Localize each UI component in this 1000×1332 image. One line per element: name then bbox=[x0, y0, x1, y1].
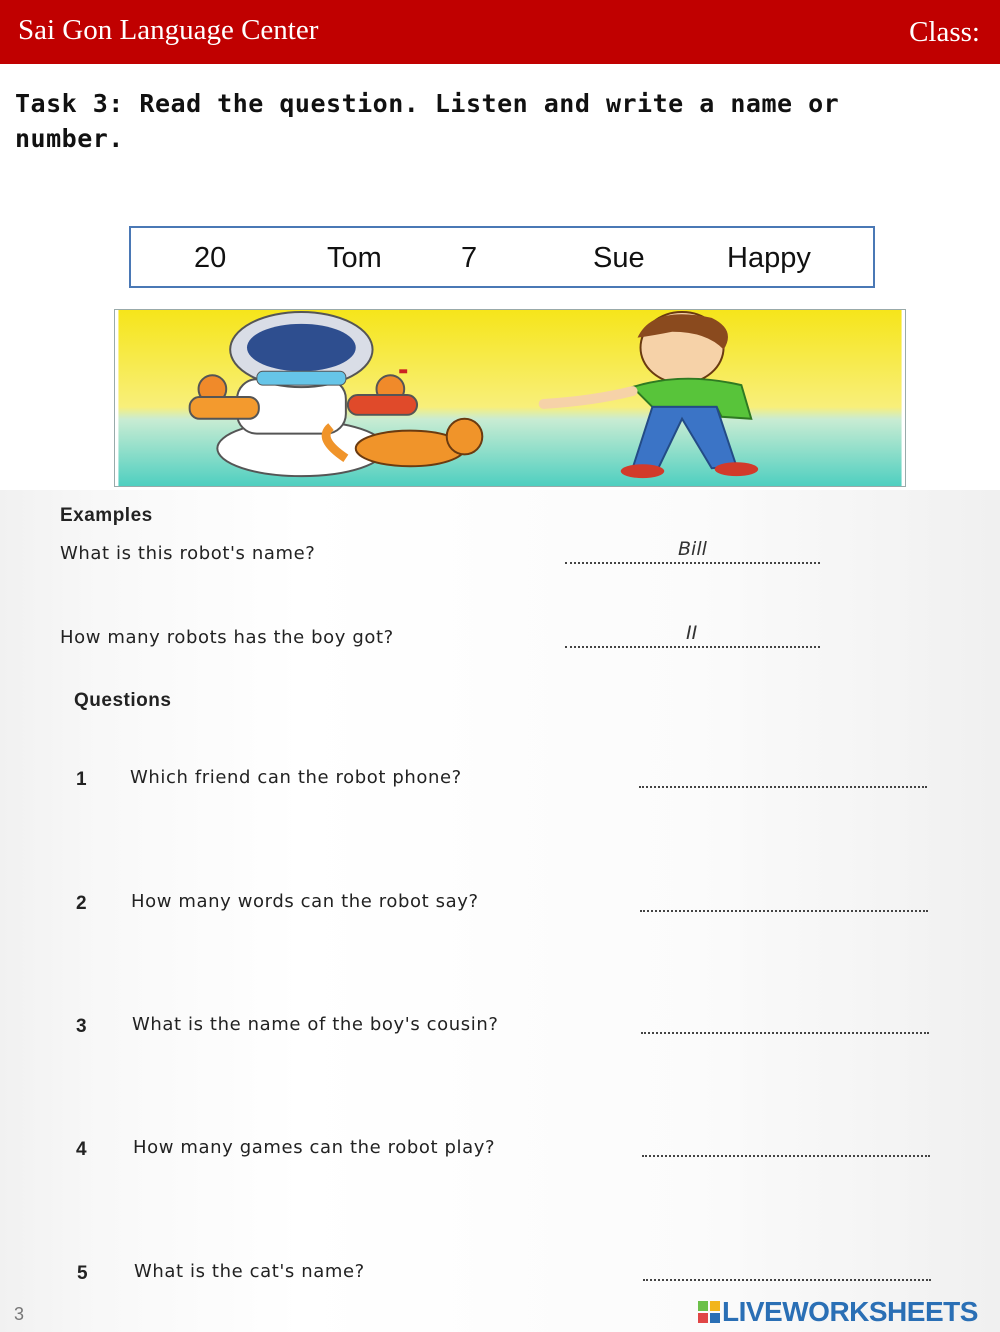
word-option: Happy bbox=[727, 242, 811, 274]
word-option: Sue bbox=[593, 242, 645, 274]
center-name: Sai Gon Language Center bbox=[18, 14, 319, 46]
example-question: What is this robot's name? bbox=[60, 543, 316, 564]
word-box bbox=[129, 226, 875, 288]
example-answer: II bbox=[686, 622, 698, 644]
word-option: Tom bbox=[327, 242, 382, 274]
question-text: How many words can the robot say? bbox=[131, 891, 479, 912]
word-option: 7 bbox=[461, 242, 478, 274]
answer-line bbox=[565, 560, 820, 564]
question-number: 4 bbox=[76, 1139, 87, 1160]
question-text: How many games can the robot play? bbox=[133, 1137, 496, 1158]
question-text: What is the name of the boy's cousin? bbox=[132, 1014, 499, 1035]
task-line-2: number. bbox=[15, 124, 124, 153]
question-number: 5 bbox=[77, 1263, 88, 1284]
brand-name: LIVEWORKSHEETS bbox=[722, 1296, 978, 1327]
question-text: Which friend can the robot phone? bbox=[130, 767, 462, 788]
header-bar bbox=[0, 0, 1000, 64]
questions-heading: Questions bbox=[74, 690, 172, 711]
class-label: Class: bbox=[909, 16, 980, 48]
page-number: 3 bbox=[14, 1304, 25, 1324]
example-answer: Bill bbox=[678, 538, 707, 560]
example-question: How many robots has the boy got? bbox=[60, 627, 394, 648]
robot-boy-illustration bbox=[114, 309, 906, 487]
task-line-1: Task 3: Read the question. Listen and write a name or bbox=[15, 89, 840, 118]
answer-input-1[interactable] bbox=[639, 784, 927, 788]
task-instruction bbox=[15, 86, 975, 156]
answer-input-4[interactable] bbox=[642, 1153, 930, 1157]
word-option: 20 bbox=[194, 242, 227, 274]
liveworksheets-icon bbox=[698, 1301, 720, 1323]
answer-line bbox=[565, 644, 820, 648]
answer-input-5[interactable] bbox=[643, 1277, 931, 1281]
answer-input-2[interactable] bbox=[640, 908, 928, 912]
question-number: 2 bbox=[76, 893, 87, 914]
question-number: 1 bbox=[76, 769, 87, 790]
examples-heading: Examples bbox=[60, 505, 153, 526]
question-text: What is the cat's name? bbox=[134, 1261, 365, 1282]
answer-input-3[interactable] bbox=[641, 1030, 929, 1034]
question-number: 3 bbox=[76, 1016, 87, 1037]
